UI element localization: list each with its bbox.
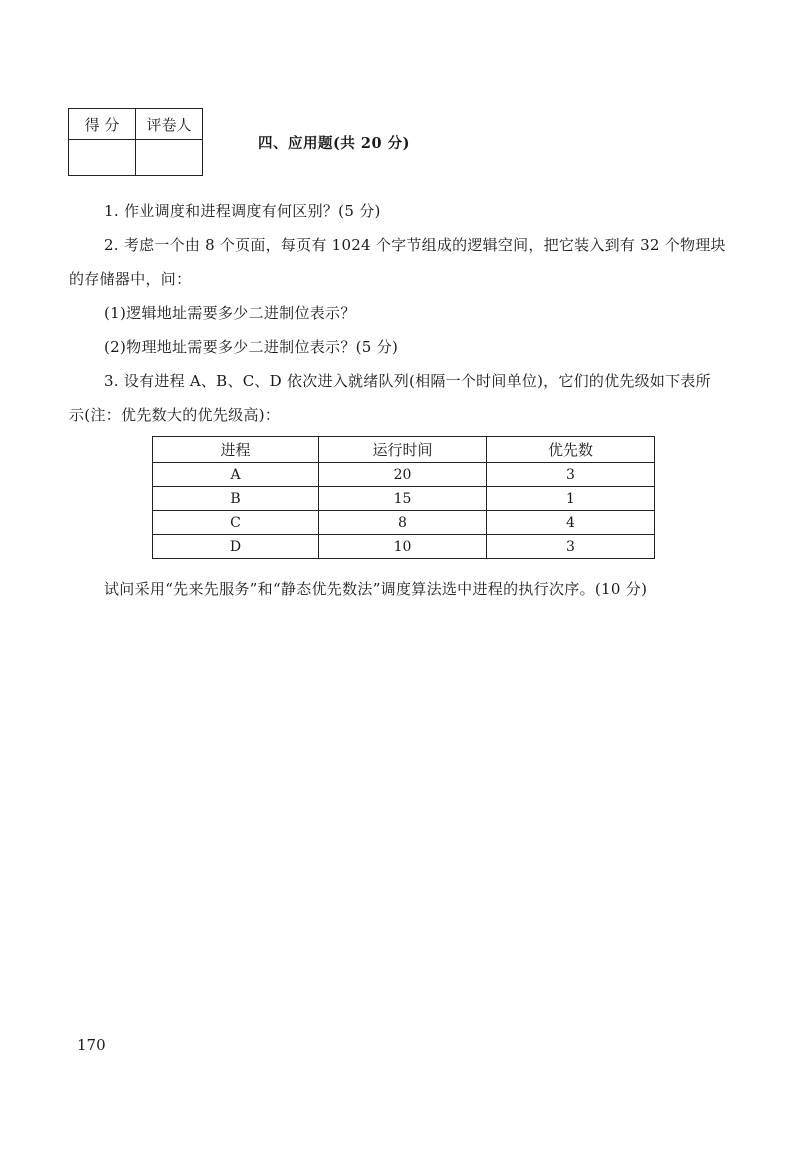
header-priority: 优先数 [487,437,655,463]
table-row [153,463,655,487]
cell-process: C [153,511,319,535]
question-2-line-2: 的存储器中，问： [69,270,192,288]
question-3-line-1: 3. 设有进程 A、B、C、D 依次进入就绪队列(相隔一个时间单位)，它们的优先级如下表所 [104,372,711,390]
page-number: 170 [77,1036,106,1054]
header-process: 进程 [153,437,319,463]
grader-label: 评卷人 [136,109,203,140]
question-2-sub-2: (2)物理地址需要多少二进制位表示？(5 分) [104,338,399,356]
cell-process: D [153,535,319,559]
question-2-sub-1: (1)逻辑地址需要多少二进制位表示？ [104,304,356,322]
cell-priority: 3 [487,463,655,487]
header-run-time: 运行时间 [319,437,487,463]
question-1: 1. 作业调度和进程调度有何区别？(5 分) [104,202,381,220]
table-row [153,535,655,559]
score-label: 得 分 [69,109,136,140]
table-row [153,487,655,511]
table-row [153,511,655,535]
table-header-row [153,437,655,463]
cell-priority: 1 [487,487,655,511]
grader-entry-cell [136,140,203,176]
question-3-line-2: 示(注：优先数大的优先级高)： [69,406,281,424]
cell-run-time: 20 [319,463,487,487]
cell-priority: 4 [487,511,655,535]
score-box [68,108,203,176]
question-2-line-1: 2. 考虑一个由 8 个页面，每页有 1024 个字节组成的逻辑空间，把它装入到有 32 个物理块 [104,236,726,254]
cell-priority: 3 [487,535,655,559]
cell-process: B [153,487,319,511]
section-title: 四、应用题(共 20 分) [258,135,410,152]
process-table [152,436,655,559]
score-entry-cell [69,140,136,176]
cell-run-time: 8 [319,511,487,535]
cell-run-time: 10 [319,535,487,559]
question-3-ask: 试问采用“先来先服务”和“静态优先数法”调度算法选中进程的执行次序。(10 分) [104,580,648,598]
cell-process: A [153,463,319,487]
cell-run-time: 15 [319,487,487,511]
